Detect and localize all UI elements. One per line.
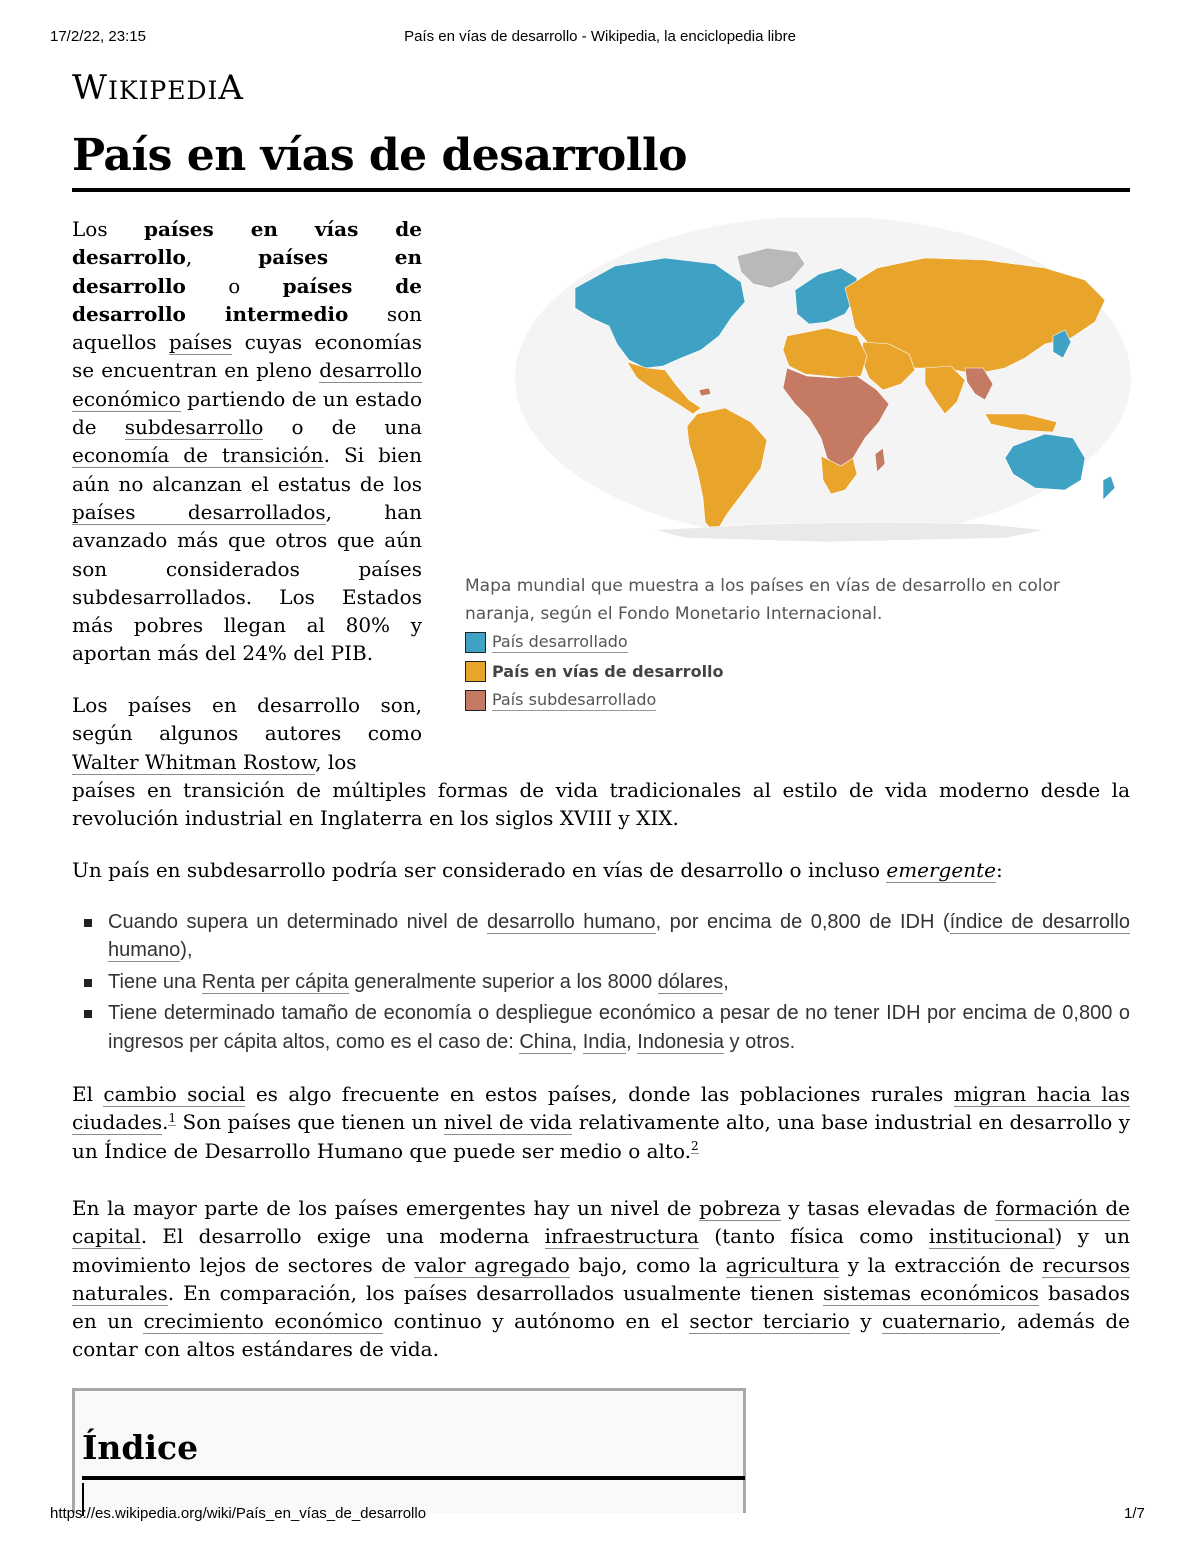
list-item: Tiene una Renta per cápita generalmente superior a los 8000 dólares, (72, 968, 1130, 996)
list-item: Cuando supera un determinado nivel de desarrollo humano, por encima de 0,800 de IDH (índice de desarrollo humano), (72, 908, 1130, 965)
print-url: https://es.wikipedia.org/wiki/País_en_vías_de_desarrollo (50, 1505, 427, 1522)
link-migracion-ciudades[interactable]: migran hacia las ciudades (72, 1082, 1130, 1135)
link-indonesia[interactable]: Indonesia (637, 1030, 724, 1053)
link-pobreza[interactable]: pobreza (699, 1196, 781, 1220)
link-economia-de-transicion[interactable]: economía de transición (72, 443, 324, 468)
map-figure (465, 218, 1130, 715)
para5: En la mayor parte de los países emergentes hay un nivel de pobreza y tasas elevadas de formación de capital. El desarrollo exige una moderna infraestructura (tanto física como institucional) y un movimiento lejos de sectores de valor agregado bajo, como la agricultura y la extracción de recursos naturales. En comparación, los países desarrollados usualmente tienen sistemas económicos basados en un crecimiento económico continuo y autónomo en el sector terciario y cuaternario, además de contar con altos estándares de vida. (72, 1196, 1131, 1362)
new-zealand-region (1103, 476, 1115, 500)
world-map-svg (505, 218, 1135, 548)
link-paises[interactable]: países (168, 330, 233, 355)
legend-item-developed[interactable] (465, 628, 1130, 657)
list-item: Tiene determinado tamaño de economía o despliegue económico a pesar de no tener IDH por encima de 0,800 o ingresos per cápita altos, como es el caso de: China, India, Indonesia y otros. (72, 999, 1130, 1056)
link-sector-terciario[interactable]: sector terciario (689, 1309, 850, 1334)
link-paises-desarrollados[interactable]: países desarrollados (72, 499, 326, 524)
link-desarrollo-economico[interactable]: desarrollo económico (72, 358, 423, 411)
world-map[interactable] (505, 218, 1135, 548)
legend-label-developed: País desarrollado (492, 632, 628, 651)
link-dolares[interactable]: dólares (657, 970, 724, 993)
link-nivel-de-vida[interactable]: nivel de vida (443, 1110, 573, 1135)
link-china[interactable]: China (519, 1030, 572, 1053)
link-renta-per-capita[interactable]: Renta per cápita (201, 970, 349, 993)
map-caption: Mapa mundial que muestra a los países en vías de desarrollo en color naranja, según el Fondo Monetario Internacional. (465, 576, 1060, 624)
link-infraestructura[interactable]: infraestructura (544, 1224, 699, 1249)
link-india[interactable]: India (582, 1030, 627, 1053)
link-walter-whitman-rostow[interactable]: Walter Whitman Rostow (72, 749, 316, 774)
toc-underline (82, 1476, 745, 1480)
bold-term: países de desarrollo intermedio (72, 273, 423, 326)
para2-narrow: Los países en desarrollo son, según algunos autores como Walter Whitman Rostow, los (72, 693, 422, 774)
legend-swatch-developed (465, 632, 486, 653)
link-recursos-naturales[interactable]: recursos naturales (72, 1252, 1131, 1305)
legend-label-underdeveloped: País subdesarrollado (492, 690, 657, 709)
para3: Un país en subdesarrollo podría ser considerado en vías de desarrollo o incluso emergente: (72, 858, 1003, 882)
bold-term: países en desarrollo (72, 245, 422, 298)
link-emergente[interactable]: emergente (886, 858, 996, 882)
legend-label-developing: País en vías de desarrollo (492, 661, 724, 681)
link-formacion-de-capital[interactable]: formación de capital (72, 1196, 1131, 1249)
title-underline (72, 188, 1130, 192)
link-crecimiento-economico[interactable]: crecimiento económico (143, 1309, 383, 1334)
link-indice-de-desarrollo-humano[interactable]: índice de desarrollo humano (108, 911, 1130, 962)
print-page-title: País en vías de desarrollo - Wikipedia, la enciclopedia libre (404, 28, 796, 45)
table-of-contents (72, 1388, 746, 1513)
para4: El cambio social es algo frecuente en estos países, donde las poblaciones rurales migran hacia las ciudades.$^1$ Son países que tienen un nivel de vida relativamente alto, una base industrial en desarrollo y un Índice de Desarrollo Humano que puede ser medio o alto.$^2$ (72, 1082, 1131, 1163)
legend-swatch-developing (465, 661, 486, 682)
link-cambio-social[interactable]: cambio social (103, 1082, 246, 1106)
lead-paragraph: Los países en vías de desarrollo, países en desarrollo o países de desarrollo intermedio son aquellos países cuyas economías se encuentran en pleno desarrollo económico partiendo de un estado de subdesarrollo o de una economía de transición. Si bien aún no alcanzan el estatus de los países desarrollados, han avanzado más que otros que aún son considerados países subdesarrollados. Los Estados más pobres llegan al 80% y aportan más del 24% del PIB. (72, 217, 423, 666)
para2-continued: países en transición de múltiples formas de vida tradicionales al estilo de vida moderno desde la revolución industrial en Inglaterra en los siglos XVIII y XIX. (72, 778, 1130, 831)
bold-term: países en vías de desarrollo (72, 217, 423, 270)
link-desarrollo-humano[interactable]: desarrollo humano (486, 911, 656, 933)
link-agricultura[interactable]: agricultura (725, 1252, 840, 1277)
link-sistemas-economicos[interactable]: sistemas económicos (823, 1280, 1039, 1305)
link-valor-agregado[interactable]: valor agregado (414, 1252, 570, 1277)
criteria-list (72, 908, 1130, 1059)
link-subdesarrollo[interactable]: subdesarrollo (124, 415, 264, 440)
legend-item-developing (465, 657, 1130, 686)
link-institucional[interactable]: institucional (928, 1224, 1055, 1249)
page-title: País en vías de desarrollo (72, 130, 688, 181)
print-page-number: 1/7 (1124, 1505, 1145, 1522)
link-cuaternario[interactable]: cuaternario (882, 1309, 1001, 1334)
legend-item-underdeveloped[interactable] (465, 686, 1130, 715)
legend-swatch-underdeveloped (465, 690, 486, 711)
wikipedia-logo[interactable]: WIKIPEDIA (72, 68, 244, 108)
reference-2[interactable]: 2 (691, 1138, 699, 1153)
map-legend (465, 628, 1130, 715)
print-datetime: 17/2/22, 23:15 (50, 28, 146, 45)
reference-1[interactable]: 1 (168, 1110, 177, 1125)
toc-title: Índice (82, 1428, 199, 1467)
